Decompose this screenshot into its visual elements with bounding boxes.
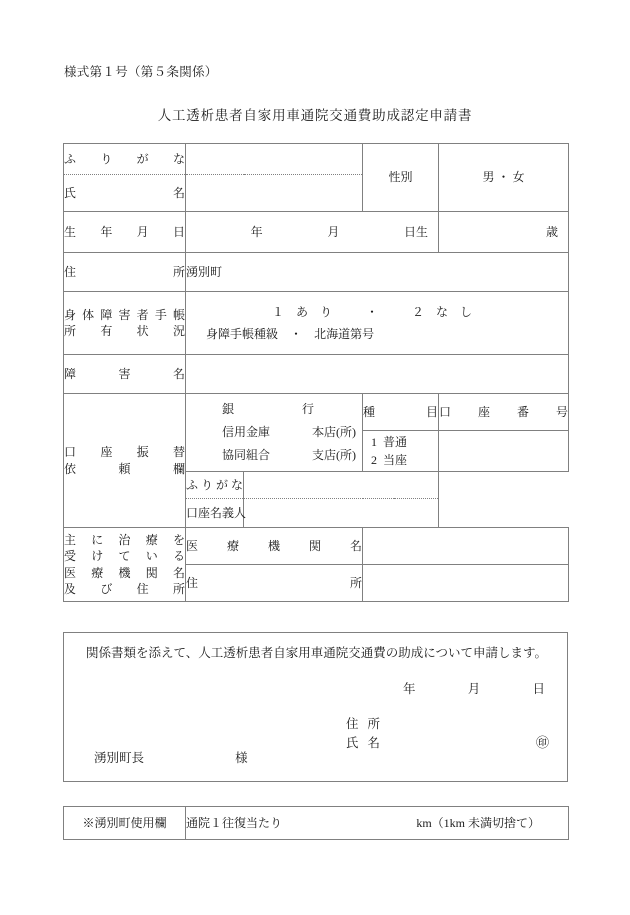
signature-name-label: 氏名 [346, 736, 380, 751]
furigana-label: ふりがな [64, 144, 186, 175]
distance-note: km（1km 未満切捨て） [416, 815, 540, 830]
account-type-toza[interactable]: 当座 [383, 453, 408, 467]
statement-date-month: 月 [467, 682, 481, 696]
office-use-table [63, 806, 569, 840]
age-unit: 歳 [546, 224, 559, 239]
booklet-option-nashi[interactable]: ２ な し [412, 304, 473, 319]
main-form-table [63, 143, 569, 602]
bank-branch-office[interactable]: 支店(所) [312, 448, 356, 463]
account-number-input[interactable] [439, 431, 569, 472]
addressee-name: 湧別町長 [94, 751, 145, 766]
account-number-label: 口座番号 [439, 394, 569, 431]
statement-body: 関係書類を添えて、人工透析患者自家用車通院交通費の助成について申請します。 [86, 646, 548, 660]
office-use-row [64, 807, 569, 840]
booklet-number-suffix: 号 [362, 327, 375, 341]
address-label: 住所 [64, 253, 186, 292]
account-type-label: 種目 [363, 394, 439, 431]
gender-options[interactable]: 男 ・ 女 [439, 144, 569, 212]
medical-section-label: 主に治療を 受けている 医療機関名 及び住所 [64, 528, 186, 602]
booklet-detail-grade: 級 [266, 327, 279, 341]
booklet-detail-name: 身障手帳 [206, 327, 255, 341]
statement-row [64, 633, 568, 782]
name-input[interactable] [186, 175, 363, 212]
signature-address-label: 住所 [346, 717, 380, 731]
disability-booklet-label: 身体障害者手帳 所有状況 [64, 292, 186, 355]
form-number: 様式第１号（第５条関係） [64, 65, 218, 79]
table-row-birthdate [64, 212, 569, 253]
birthdate-month-unit: 月 [327, 224, 340, 239]
table-row-address [64, 253, 569, 292]
statement-date-day: 日 [532, 682, 545, 696]
birthdate-year-unit: 年 [250, 224, 263, 239]
bank-kind-bank[interactable]: 銀行 [222, 402, 314, 417]
account-type-options[interactable] [363, 431, 439, 472]
addressee-line [94, 750, 248, 767]
office-use-label: ※湧別町使用欄 [64, 807, 186, 840]
statement-table [63, 632, 568, 782]
booklet-detail-prefecture: 北海道 [314, 327, 351, 341]
birthdate-day-unit: 日生 [404, 224, 429, 239]
statement-date-year: 年 [402, 682, 416, 696]
booklet-detail-type: 種 [254, 327, 267, 341]
table-row-disability-name [64, 355, 569, 394]
per-trip-label: 通院１往復当たり [186, 815, 283, 830]
statement-date[interactable] [403, 681, 545, 698]
medical-institution-input[interactable] [363, 528, 569, 565]
table-row-medical-institution [64, 528, 569, 565]
booklet-detail-separator: ・ [290, 327, 303, 341]
birthdate-input[interactable] [186, 212, 439, 253]
bank-kind-kyodo[interactable]: 協同組合 [222, 448, 271, 463]
holder-name-label: 口座名義人 [186, 499, 244, 528]
booklet-option-ari[interactable]: １ あ り [271, 304, 332, 319]
holder-name-input[interactable] [244, 499, 439, 528]
furigana-input[interactable] [186, 144, 363, 175]
bank-section-label: 口座振替 依頼欄 [64, 394, 186, 528]
table-row-disability-booklet [64, 292, 569, 355]
seal-icon: ㊞ [535, 735, 549, 750]
medical-address-input[interactable] [363, 565, 569, 602]
medical-address-label: 住所 [186, 565, 363, 602]
signature-block[interactable] [346, 715, 380, 754]
table-row-furigana [64, 144, 569, 175]
account-type-2-number: 2 [371, 453, 377, 467]
gender-label: 性別 [363, 144, 439, 212]
office-use-value[interactable] [186, 807, 569, 840]
bank-head-office[interactable]: 本店(所) [312, 425, 356, 440]
holder-furigana-label: ふりがな [186, 472, 244, 499]
disability-name-input[interactable] [186, 355, 569, 394]
table-row-bank-institution [64, 394, 569, 431]
age-input[interactable] [439, 212, 569, 253]
booklet-option-separator: ・ [366, 304, 379, 319]
holder-furigana-input[interactable] [244, 472, 439, 499]
account-type-1-number: 1 [371, 435, 377, 449]
bank-name-input[interactable] [186, 394, 363, 472]
name-label: 氏名 [64, 175, 186, 212]
document-title: 人工透析患者自家用車通院交通費助成認定申請書 [157, 108, 473, 123]
account-type-futsu[interactable]: 普通 [383, 435, 408, 449]
birthdate-label: 生年月日 [64, 212, 186, 253]
disability-name-label: 障害名 [64, 355, 186, 394]
address-input[interactable]: 湧別町 [186, 253, 569, 292]
statement-cell [64, 633, 568, 782]
disability-booklet-input[interactable] [186, 292, 569, 355]
bank-kind-shinkin[interactable]: 信用金庫 [222, 425, 271, 440]
medical-institution-label: 医療機関名 [186, 528, 363, 565]
addressee-honorific: 様 [235, 751, 248, 766]
booklet-number-prefix: 第 [350, 327, 363, 341]
